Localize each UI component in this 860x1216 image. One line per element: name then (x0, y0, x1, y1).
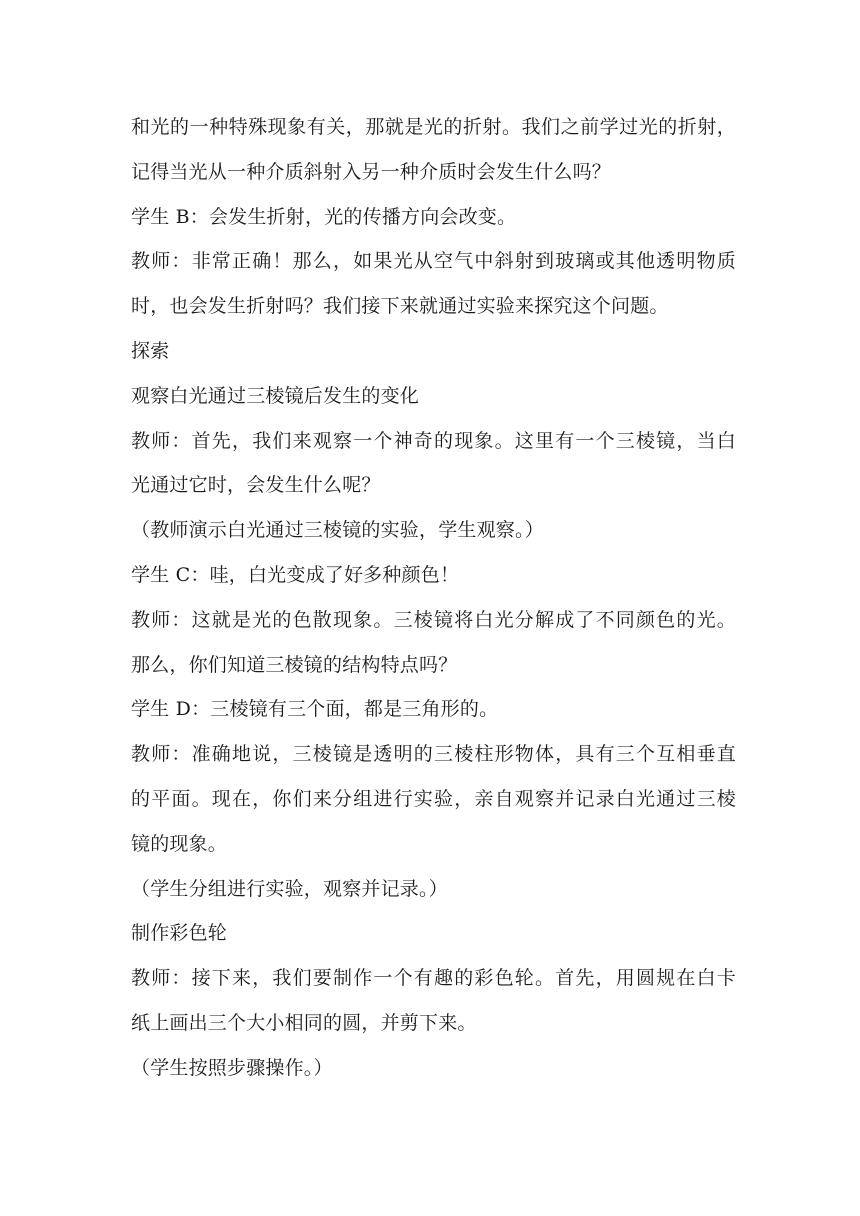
text-line: 教师：首先，我们来观察一个神奇的现象。这里有一个三棱镜，当白 (131, 429, 736, 452)
text-line: 教师：非常正确！那么，如果光从空气中斜射到玻璃或其他透明物质 (131, 250, 736, 273)
text-line: 学生 D：三棱镜有三个面，都是三角形的。 (131, 698, 499, 721)
text-line: 光通过它时，会发生什么呢？ (131, 474, 381, 497)
text-line: 的平面。现在，你们来分组进行实验，亲自观察并记录白光通过三棱 (131, 787, 736, 810)
text-line: 学生 B：会发生折射，光的传播方向会改变。 (131, 205, 517, 228)
text-line: 观察白光通过三棱镜后发生的变化 (131, 384, 420, 407)
text-line: （学生分组进行实验，观察并记录。） (131, 877, 448, 900)
text-line: 教师：这就是光的色散现象。三棱镜将白光分解成了不同颜色的光。 (131, 608, 736, 631)
document-body (131, 108, 736, 1094)
text-line: （教师演示白光通过三棱镜的实验，学生观察。） (131, 519, 544, 542)
text-line: 制作彩色轮 (131, 922, 228, 945)
text-line: 探索 (131, 339, 170, 362)
text-line: 镜的现象。 (131, 832, 228, 855)
text-line: 教师：接下来，我们要制作一个有趣的彩色轮。首先，用圆规在白卡 (131, 967, 736, 990)
text-line: 记得当光从一种介质斜射入另一种介质时会发生什么吗？ (131, 160, 612, 183)
text-line: 和光的一种特殊现象有关，那就是光的折射。我们之前学过光的折射， (131, 116, 736, 138)
text-line: 那么，你们知道三棱镜的结构特点吗？ (131, 653, 458, 676)
text-line: 纸上画出三个大小相同的圆，并剪下来。 (131, 1011, 477, 1034)
text-line: 时，也会发生折射吗？我们接下来就通过实验来探究这个问题。 (131, 295, 669, 318)
text-line: 学生 C：哇，白光变成了好多种颜色！ (131, 563, 460, 586)
text-line: 教师：准确地说，三棱镜是透明的三棱柱形物体，具有三个互相垂直 (131, 743, 736, 766)
text-line: （学生按照步骤操作。） (131, 1056, 333, 1079)
